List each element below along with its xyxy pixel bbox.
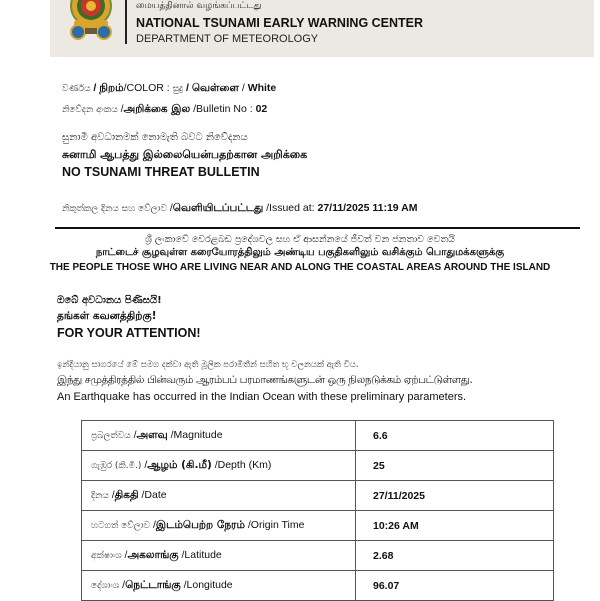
parameter-label-en: /Origin Time [247,519,305,531]
parameter-label-en: /Magnitude [170,429,223,441]
statement-ta: இந்து சமுத்திரத்தில் பின்வரும் ஆரம்பப் பரமாணங்களுடன் ஒரு நிலநடுக்கம் ஏற்பட்டுள்ளது. [57,374,473,386]
header-title: NATIONAL TSUNAMI EARLY WARNING CENTER [136,16,424,30]
table-row [82,421,554,451]
bulletin-number-row: නිවේදන අංකය /அறிக்கை இல /Bulletin No : 02 [62,103,268,115]
table-row [82,571,554,601]
parameter-label-ta: திகதி [114,489,139,501]
color-value-ta: வெள்ளை [191,82,239,94]
parameter-label-ta: ஆழம் (கி.மீ) [147,459,212,471]
color-value-si: සුදු [172,84,184,94]
parameter-value: 96.07 [356,571,554,601]
audience-si: ශ්‍රී ලංකාවේ වෙරළබඩ ප්‍රදේශවල සහ ඒ ආසන්නයේ ජීවත් වන ජනතාව වෙතයි [145,234,455,245]
parameter-label: අක්ෂාංශ /அகலாங்கு /Latitude [82,541,356,571]
parameter-label-ta: இடம்பெற்ற நேரம் [155,519,245,531]
parameter-label-si: ප්‍රබලත්වය [91,431,131,441]
bulletin-label-en: /Bulletin No : [193,103,253,115]
issued-label-en: /Issued at: [266,202,315,214]
parameter-label-en: /Date [141,489,167,501]
table-row [82,451,554,481]
bulletin-title-en: NO TSUNAMI THREAT BULLETIN [62,165,260,179]
parameter-label-en: /Depth (Km) [214,459,272,471]
attention-ta: தங்கள் கவனத்திற்கு! [57,310,157,322]
table-row [82,481,554,511]
bulletin-label-ta: அறிக்கை இல [123,103,191,115]
bulletin-label-si: නිවේදන අංකය [62,105,118,115]
parameter-label-ta: நெட்டாங்கு [125,579,181,591]
color-label-ta: நிறம் [99,82,124,94]
parameter-label-si: හටගත් වේලාව [91,521,151,531]
parameter-label: ප්‍රබලත්වය /அளவு /Magnitude [82,421,356,451]
header-divider [125,0,127,44]
issued-label-ta: வெளியிடப்பட்டது [172,202,264,214]
attention-en: FOR YOUR ATTENTION! [57,326,201,340]
header-banner [50,0,594,57]
parameter-value: 10:26 AM [356,511,554,541]
attention-si: ඔබේ අවධානය පිණිසයි! [57,295,162,306]
color-label-si: වර්ණය [62,84,91,94]
earthquake-parameters-table [81,420,554,601]
parameter-label-si: දේශාංශ [91,581,120,591]
color-value-en: White [247,82,277,94]
parameter-label-si: අක්ෂාංශ [91,551,122,561]
sri-lanka-emblem-icon [67,0,115,42]
parameter-label: ගැඹුර (කි.මී.) /ஆழம் (கி.மீ) /Depth (Km) [82,451,356,481]
color-label-en: /COLOR : [123,82,170,94]
issued-row: නිකුත්කල දිනය සහ වේලාව /வெளியிடப்பட்டது /Issued at: 27/11/2025 11:19 AM [62,202,418,214]
bulletin-title-si [62,132,248,143]
parameter-label-en: /Longitude [183,579,233,591]
parameter-label-si: දිනය [91,491,109,501]
audience-ta: நாட்டைச் சூழவுள்ள கரையோரத்திலும் அண்டிய பகுதிகளிலும் வசிக்கும் பொதுமக்களுக்கு [95,247,505,258]
parameter-value: 27/11/2025 [356,481,554,511]
audience-en: THE PEOPLE THOSE WHO ARE LIVING NEAR AND ALONG THE COASTAL AREAS AROUND THE ISLAND [49,262,551,273]
parameter-label-en: /Latitude [181,549,222,561]
parameter-value: 6.6 [356,421,554,451]
issued-label-si: නිකුත්කල දිනය සහ වේලාව [62,204,167,214]
table-row [82,511,554,541]
parameter-label: හටගත් වේලාව /இடம்பெற்ற நேரம் /Origin Time [82,511,356,541]
table-row [82,541,554,571]
parameter-label: දේශාංශ /நெட்டாங்கு /Longitude [82,571,356,601]
bulletin-number: 02 [255,103,268,115]
statement-en: An Earthquake has occurred in the Indian Ocean with these preliminary parameters. [57,391,467,403]
parameter-label: දිනය /திகதி /Date [82,481,356,511]
color-row: වර්ණය / நிறம்/COLOR : සුදු / வெள்ளை / White [62,82,277,94]
issued-value: 27/11/2025 11:19 AM [317,202,418,214]
parameter-label-si: ගැඹුර (කි.මී.) [91,461,142,471]
parameter-label-ta: அகலாங்கு [127,549,179,561]
statement-si: ඉන්දියානු සාගරයේ මේ සමග දක්වා ඇති මූලික පරාමිතීන් සහිත භූ චලනයක් ඇති විය. [57,360,359,370]
section-divider [55,227,580,229]
parameter-label-ta: அளவு [136,429,168,441]
header-department: DEPARTMENT OF METEOROLOGY [136,33,319,45]
parameter-value: 2.68 [356,541,554,571]
parameter-value: 25 [356,451,554,481]
header-tamil-line: மையத்தினால் வழங்கப்பட்டது [136,1,262,11]
bulletin-title-ta: சுனாமி ஆபத்து இல்லையென்பதற்கான அறிக்கை [62,148,308,161]
bulletin-title-si-text: සුනාමි අවධානමක් නොමැති බවට නිවේදනය [62,132,248,143]
